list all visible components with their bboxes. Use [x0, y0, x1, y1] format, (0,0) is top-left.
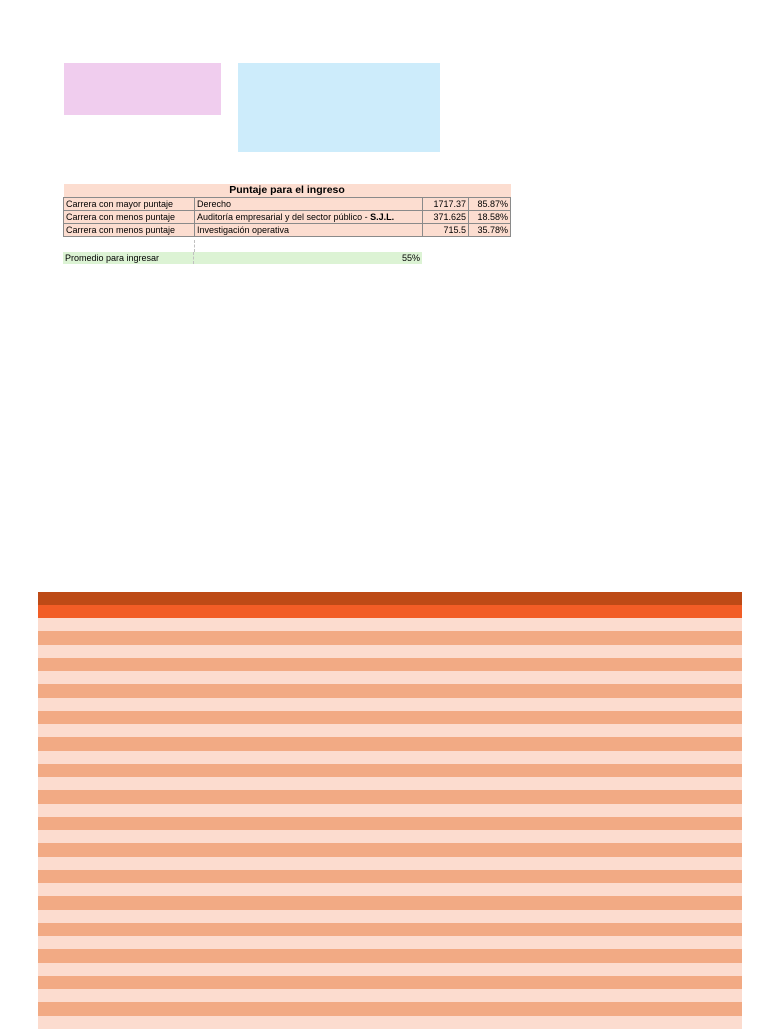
stripe-row: [38, 910, 742, 923]
stripe-row: [38, 989, 742, 1002]
table-row: [64, 211, 511, 224]
row-porcentaje: 85.87%: [469, 198, 511, 211]
row-label: Carrera con menos puntaje: [64, 224, 195, 237]
stripe-row: [38, 949, 742, 962]
score-table: [63, 184, 511, 237]
column-divider: [194, 240, 195, 252]
stripe-row: [38, 830, 742, 843]
score-table-title-row: [64, 184, 511, 198]
stripe-row: [38, 671, 742, 684]
stripe-row: [38, 804, 742, 817]
stripe-row: [38, 1016, 742, 1029]
stripe-row: [38, 645, 742, 658]
stripe-row: [38, 764, 742, 777]
stripe-row: [38, 1002, 742, 1015]
blue-placeholder-box: [238, 63, 440, 152]
stripe-header-dark: [38, 592, 742, 605]
stripe-row: [38, 618, 742, 631]
stripe-header-orange: [38, 605, 742, 618]
stripe-row: [38, 737, 742, 750]
promedio-row: [63, 252, 422, 264]
stripe-row: [38, 790, 742, 803]
row-carrera: Auditoría empresarial y del sector público - S.J.L.: [195, 211, 423, 224]
stripe-row: [38, 684, 742, 697]
score-table-title: Puntaje para el ingreso: [64, 184, 511, 198]
pink-placeholder-box: [64, 63, 221, 115]
row-label: Carrera con mayor puntaje: [64, 198, 195, 211]
stripe-row: [38, 777, 742, 790]
stripe-row: [38, 976, 742, 989]
stripe-row: [38, 817, 742, 830]
stripe-row: [38, 870, 742, 883]
stripe-row: [38, 923, 742, 936]
row-carrera: Derecho: [195, 198, 423, 211]
row-carrera: Investigación operativa: [195, 224, 423, 237]
stripe-row: [38, 896, 742, 909]
row-porcentaje: 18.58%: [469, 211, 511, 224]
stripe-row: [38, 711, 742, 724]
row-puntaje: 371.625: [423, 211, 469, 224]
table-row: [64, 198, 511, 211]
stripe-row: [38, 724, 742, 737]
stripe-row: [38, 631, 742, 644]
stripe-row: [38, 857, 742, 870]
row-label: Carrera con menos puntaje: [64, 211, 195, 224]
stripe-row: [38, 698, 742, 711]
stripe-row: [38, 751, 742, 764]
promedio-value: 55%: [401, 253, 420, 263]
striped-table-block: [38, 592, 742, 1024]
stripe-row: [38, 936, 742, 949]
row-puntaje: 715.5: [423, 224, 469, 237]
stripe-row: [38, 843, 742, 856]
stripe-row: [38, 883, 742, 896]
stripe-row: [38, 963, 742, 976]
promedio-label: Promedio para ingresar: [63, 252, 194, 264]
row-puntaje: 1717.37: [423, 198, 469, 211]
stripe-row: [38, 658, 742, 671]
table-row: [64, 224, 511, 237]
row-porcentaje: 35.78%: [469, 224, 511, 237]
